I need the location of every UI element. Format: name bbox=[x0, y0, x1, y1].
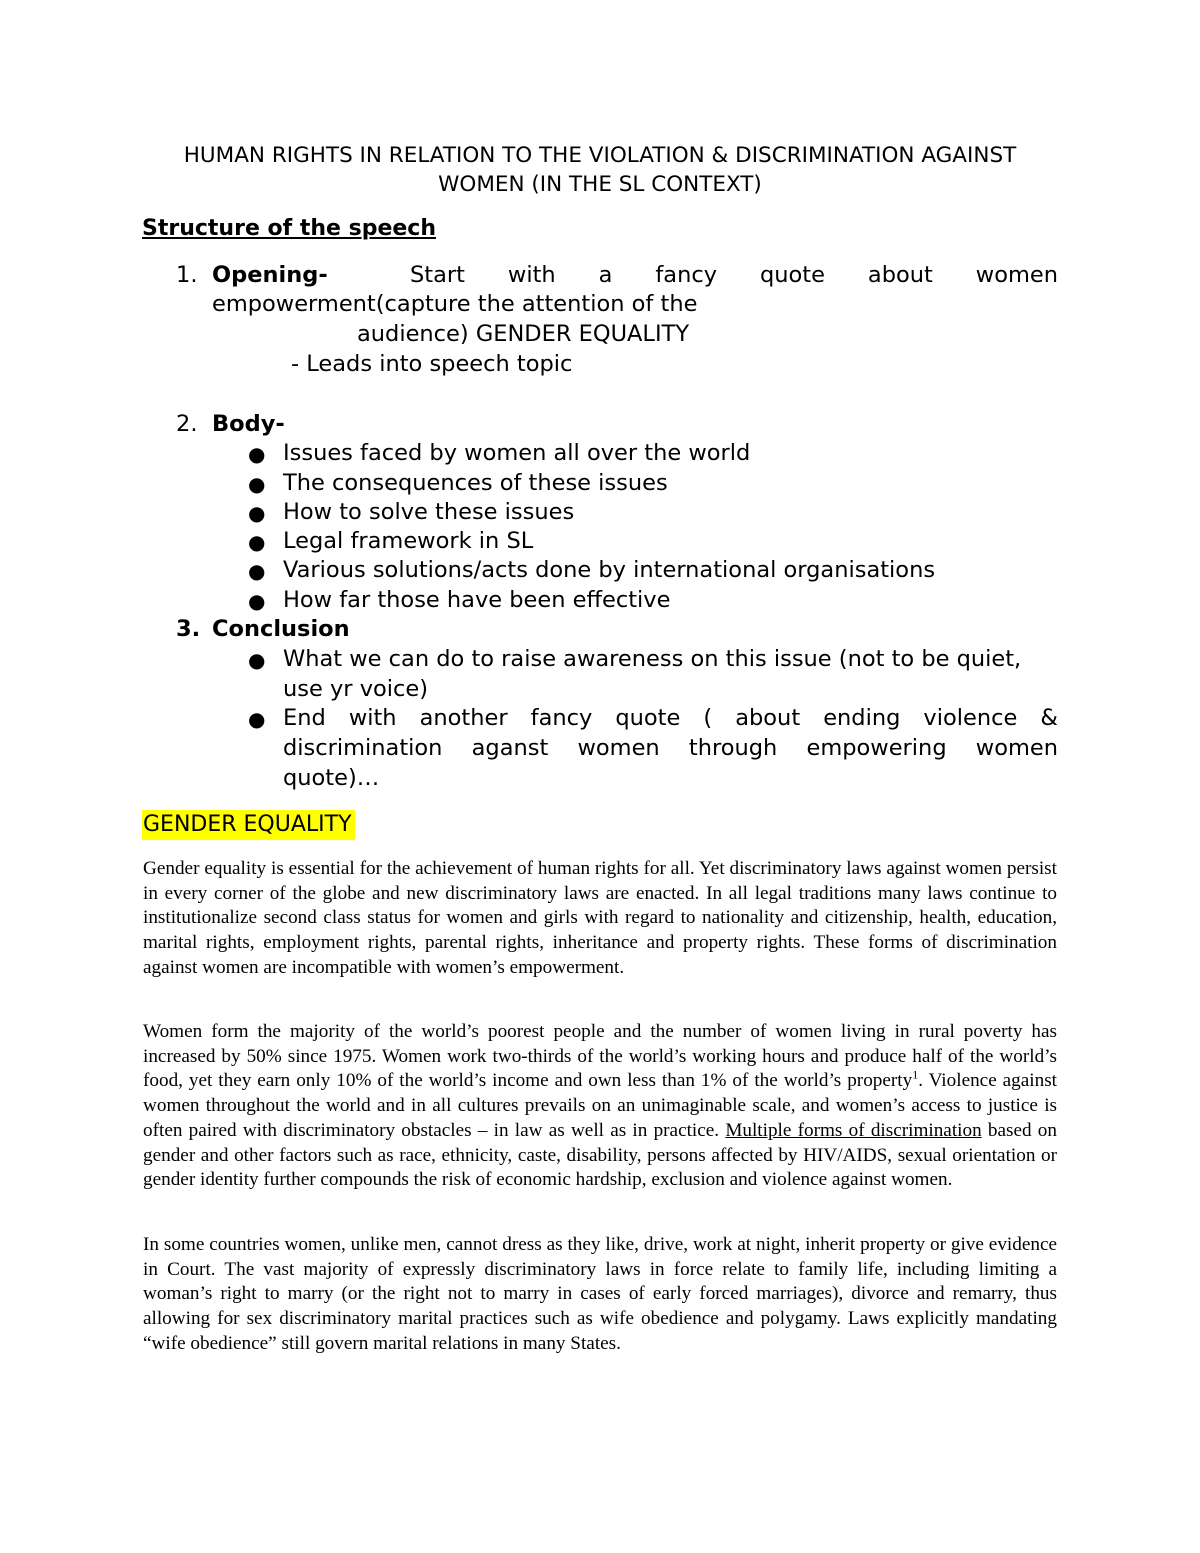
bullet-icon: ● bbox=[248, 589, 266, 613]
body-bullet-item: Various solutions/acts done by international organisations bbox=[283, 557, 936, 583]
body-bullet-item: How to solve these issues bbox=[283, 499, 575, 525]
conclusion-word: aganst bbox=[471, 735, 549, 761]
body-label: Body- bbox=[212, 411, 285, 437]
conclusion-word: fancy bbox=[530, 705, 593, 731]
bullet-icon: ● bbox=[248, 559, 266, 583]
outline-number-2: 2. bbox=[176, 411, 198, 437]
conclusion-word: another bbox=[419, 705, 508, 731]
conclusion-word: quote bbox=[615, 705, 681, 731]
body-bullet-item: Issues faced by women all over the world bbox=[283, 440, 751, 466]
opening-line-1 bbox=[410, 262, 1058, 288]
paragraph-2-text: Women form the majority of the world’s poorest people and the number of women living in rural poverty has increased by 50% since 1975. Women work two-thirds of the world’s working hours and produce half of the world’s food, yet they earn only 10% of the world’s income and own less than 1% of the world’s property bbox=[143, 1021, 1057, 1092]
conclusion-word: ( bbox=[703, 705, 713, 731]
conclusion-word: about bbox=[735, 705, 801, 731]
body-bullet-item: Legal framework in SL bbox=[283, 528, 534, 554]
conclusion-label: Conclusion bbox=[212, 616, 350, 642]
multiple-forms-link[interactable]: Multiple forms of discrimination bbox=[725, 1119, 982, 1141]
opening-line-2: empowerment(capture the attention of the bbox=[212, 291, 698, 317]
opening-word: women bbox=[975, 262, 1058, 288]
conclusion-word: with bbox=[348, 705, 397, 731]
opening-word: fancy bbox=[655, 262, 718, 288]
opening-line-3: audience) GENDER EQUALITY bbox=[357, 321, 690, 347]
paragraph-1: Gender equality is essential for the achievement of human rights for all. Yet discriminatory laws against women persist in every corner of the globe and new discriminatory laws are enacted. In all legal traditions many laws continue to institutionalize second class status for women and girls with regard to nationality and citizenship, health, education, marital rights, employment rights, parental rights, inheritance and property rights. These forms of discrimination against women are incompatible with women’s empowerment. bbox=[143, 858, 1057, 978]
opening-label: Opening- bbox=[212, 262, 328, 288]
document-title-line-2: WOMEN (IN THE SL CONTEXT) bbox=[438, 172, 762, 197]
paragraph-3: In some countries women, unlike men, cannot dress as they like, drive, work at night, inherit property or give evidence in Court. The vast majority of expressly discriminatory laws in force relate to family life, including limiting a woman’s right to marry (or the right not to marry in cases of early forced marriages), divorce and remarry, thus allowing for sex discriminatory marital practices such as wife obedience and polygamy. Laws explicitly mandating “wife obedience” still govern marital relations in many States. bbox=[143, 1234, 1057, 1354]
conclusion-bullet-2-line-2 bbox=[283, 735, 1058, 761]
bullet-icon: ● bbox=[248, 501, 266, 525]
paragraph-2 bbox=[143, 1020, 1057, 1193]
outline-number-3: 3. bbox=[176, 616, 201, 642]
conclusion-bullet-1-line-1: What we can do to raise awareness on this issue (not to be quiet, bbox=[283, 646, 1022, 672]
bullet-icon: ● bbox=[248, 648, 266, 672]
conclusion-word: women bbox=[577, 735, 660, 761]
conclusion-bullet-2-line-3: quote)… bbox=[283, 765, 380, 791]
opening-word: about bbox=[867, 262, 933, 288]
opening-line-4: - Leads into speech topic bbox=[291, 351, 573, 377]
conclusion-word: empowering bbox=[806, 735, 947, 761]
conclusion-word: violence bbox=[923, 705, 1018, 731]
conclusion-word: discrimination bbox=[283, 735, 443, 761]
opening-word: quote bbox=[759, 262, 825, 288]
opening-word: a bbox=[598, 262, 613, 288]
body-bullet-item: How far those have been effective bbox=[283, 587, 671, 613]
conclusion-word: ending bbox=[823, 705, 901, 731]
bullet-icon: ● bbox=[248, 442, 266, 466]
paragraph-2-text: based on gender and other factors such as race, ethnicity, caste, disability, persons affected by HIV/AIDS, sexual orientation or gender identity further compounds the risk of economic hardship, exclusion and violence against women. bbox=[143, 1119, 1057, 1191]
conclusion-word: & bbox=[1040, 705, 1058, 731]
outline-number-1: 1. bbox=[176, 262, 198, 288]
gender-equality-heading: GENDER EQUALITY bbox=[142, 810, 355, 840]
bullet-icon: ● bbox=[248, 472, 266, 496]
opening-word: Start bbox=[410, 262, 465, 288]
bullet-icon: ● bbox=[248, 707, 266, 731]
opening-word: with bbox=[507, 262, 556, 288]
body-bullet-item: The consequences of these issues bbox=[283, 470, 668, 496]
conclusion-word: through bbox=[688, 735, 778, 761]
footnote-reference[interactable]: 1 bbox=[912, 1068, 919, 1083]
bullet-icon: ● bbox=[248, 530, 266, 554]
structure-heading: Structure of the speech bbox=[142, 216, 437, 241]
document-title-line-1: HUMAN RIGHTS IN RELATION TO THE VIOLATION & DISCRIMINATION AGAINST bbox=[183, 143, 1017, 168]
paragraph-2-text: . Violence against women throughout the world and in all cultures prevails on an unimaginable scale, and women’s access to justice is often paired with discriminatory obstacles – in law as well as in practice. bbox=[143, 1070, 1057, 1141]
conclusion-bullet-2-line-1 bbox=[283, 705, 1058, 731]
conclusion-word: women bbox=[975, 735, 1058, 761]
conclusion-word: End bbox=[283, 705, 326, 731]
conclusion-bullet-1-line-2: use yr voice) bbox=[283, 676, 429, 702]
